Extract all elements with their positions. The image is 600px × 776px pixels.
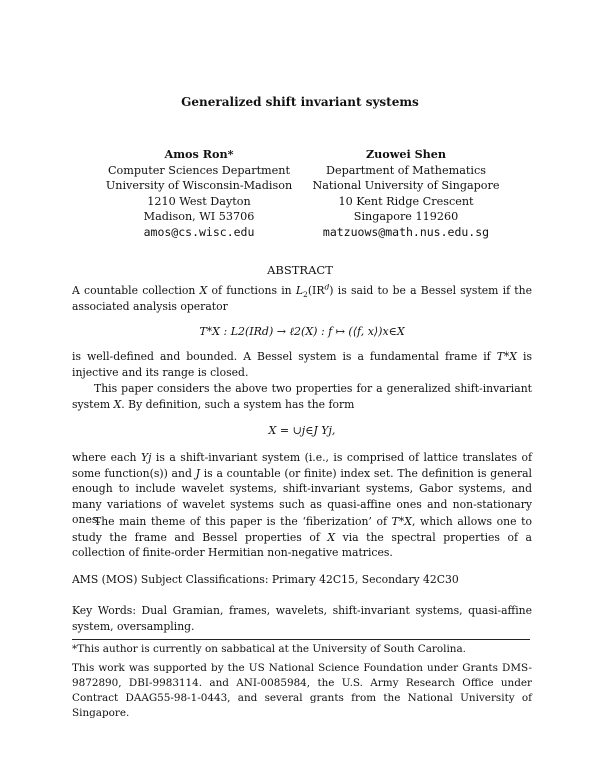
text-run: is a shift-invariant system (i.e., is comprised of lattice translates of some function(s)) and: [72, 451, 533, 480]
math-symbol: L: [295, 284, 304, 297]
author-block-shen: [301, 147, 511, 240]
author-name: Amos Ron*: [164, 147, 234, 161]
author-dept: Department of Mathematics: [326, 163, 486, 177]
author-block-ron: [94, 147, 304, 240]
math-symbol: (IR: [307, 284, 325, 297]
text-run: via the spectral properties of a collection of finite-order Hermitian non-negative matrices.: [72, 530, 532, 560]
text-run: This paper considers the above two properties for a generalized shift-invariant system: [72, 382, 532, 411]
author-city: Singapore 119260: [353, 210, 459, 223]
author-institution: National University of Singapore: [312, 179, 500, 192]
author-city: Madison, WI 53706: [143, 210, 255, 223]
math-superscript: d: [324, 282, 330, 292]
math-symbol: Yj: [140, 451, 152, 464]
math-symbol: T*X: [496, 350, 517, 363]
text-run: . By definition, such a system has the form: [121, 397, 355, 411]
abstract-paragraph-3: [72, 381, 532, 412]
math-symbol: T*X: [391, 515, 412, 528]
math-symbol: X: [113, 397, 122, 411]
author-street: 10 Kent Ridge Crescent: [338, 194, 474, 208]
math-symbol: J: [195, 466, 200, 480]
footnote-funding: This work was supported by the US National Science Foundation under Grants DMS-9872890, DBI-9983114. and ANI-0085984, the U.S. Army Research Office under Contract DAAG55-98-1-0443, and several grants from the National University of Singapore.: [72, 662, 532, 719]
text-run: where each: [72, 451, 137, 464]
equation-system-form: X = ∪j∈J Yj,: [268, 424, 336, 437]
author-institution: University of Wisconsin-Madison: [105, 179, 293, 192]
math-symbol: X: [199, 284, 208, 297]
text-run: is said to be a Bessel system if the associated analysis operator: [72, 284, 532, 313]
paper-title: Generalized shift invariant systems: [181, 95, 419, 109]
author-email: matzuows@math.nus.edu.sg: [322, 224, 490, 239]
abstract-heading: ABSTRACT: [267, 263, 333, 277]
text-run: A countable collection: [72, 284, 196, 297]
math-symbol: X: [327, 530, 336, 544]
equation-analysis-operator: T*X : L2(IRd) → ℓ2(X) : f ↦ (⟨f, x⟩)x∈X: [199, 325, 405, 338]
text-run: is a countable (or finite) index set. The definition is general enough to include wavelet systems, shift-invariant systems, Gabor systems, and many variations of wavelet systems such as quasi-affine ones and non-stationary ones.: [72, 466, 533, 527]
math-subscript: 2: [303, 290, 308, 300]
text-run: , which allows one to study the frame and Bessel properties of: [72, 515, 532, 544]
author-dept: Computer Sciences Department: [107, 163, 290, 177]
author-name: Zuowei Shen: [365, 147, 447, 161]
subject-classification: AMS (MOS) Subject Classifications: Primary 42C15, Secondary 42C30: [72, 573, 459, 586]
text-run: The main theme of this paper is the ‘fiberization’ of: [94, 515, 387, 528]
text-run: is well-defined and bounded. A Bessel system is a fundamental frame if: [72, 350, 491, 363]
footnote-rule: [72, 639, 530, 640]
abstract-paragraph-1: [72, 283, 532, 314]
author-street: 1210 West Dayton: [147, 194, 251, 208]
math-symbol: ): [329, 284, 334, 297]
text-run: is injective and its range is closed.: [72, 350, 532, 379]
keywords: Key Words: Dual Gramian, frames, wavelets, shift-invariant systems, quasi-affine system, oversampling.: [72, 604, 532, 633]
author-email: amos@cs.wisc.edu: [143, 224, 255, 239]
abstract-paragraph-2: [72, 349, 532, 380]
abstract-paragraph-5: [72, 514, 532, 561]
footnote-sabbatical: *This author is currently on sabbatical at the University of South Carolina.: [72, 643, 466, 655]
text-run: of functions in: [211, 284, 292, 297]
